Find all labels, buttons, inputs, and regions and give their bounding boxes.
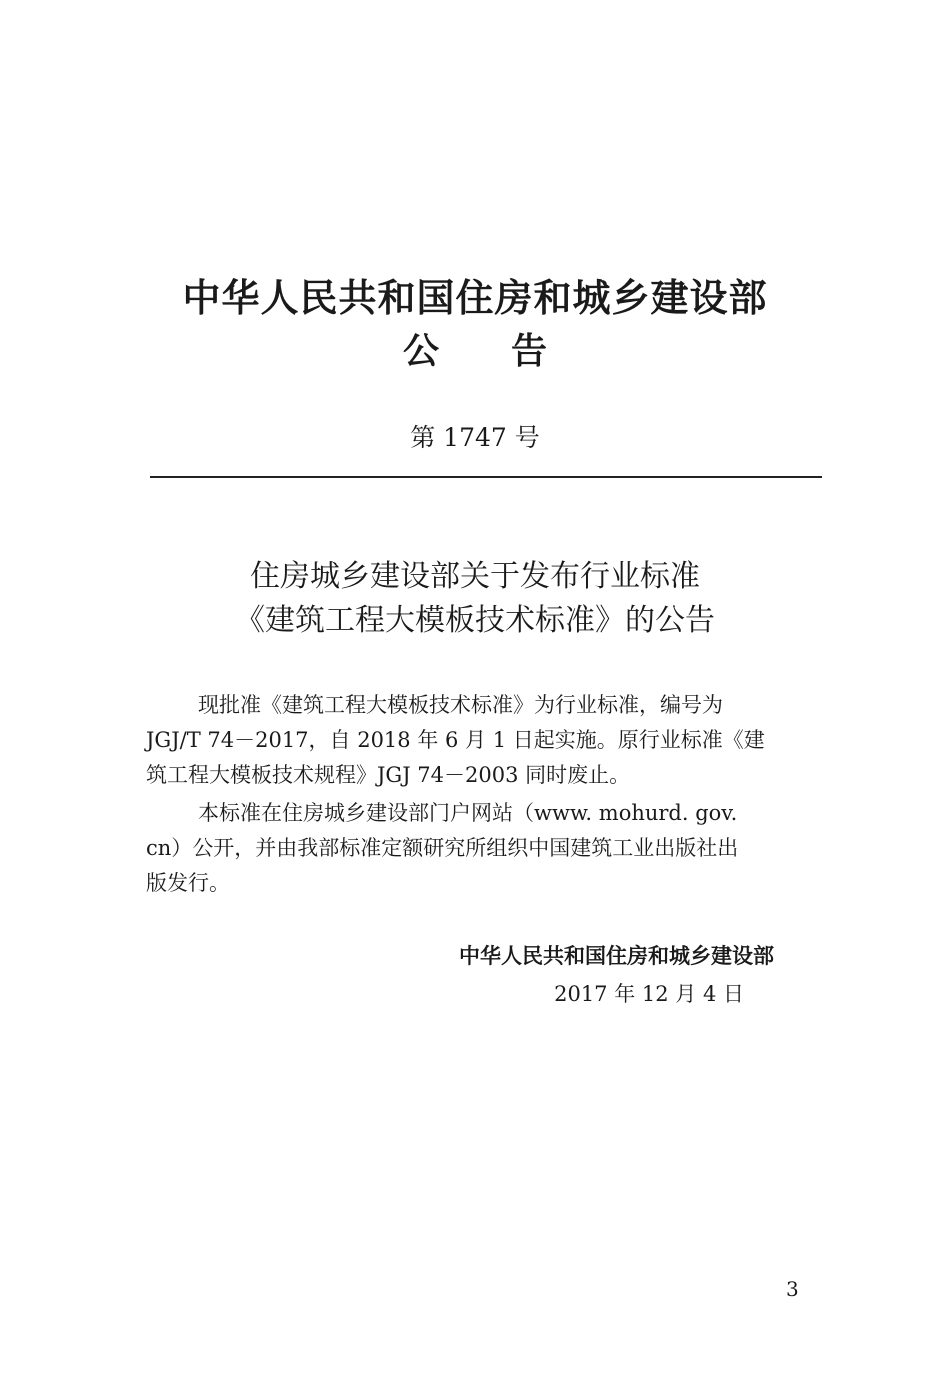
paragraph-line: 版发行。 — [146, 871, 230, 895]
paragraph-line: 筑工程大模板技术规程》JGJ 74－2003 同时废止。 — [146, 763, 631, 787]
paragraph-line: 本标准在住房城乡建设部门户网站（www. mohurd. gov. — [198, 801, 738, 825]
subtitle-line-1: 住房城乡建设部关于发布行业标准 — [250, 559, 700, 594]
paragraph-line: JGJ/T 74－2017，自 2018 年 6 月 1 日起实施。原行业标准《建 — [146, 728, 765, 752]
page-number: 3 — [786, 1277, 799, 1301]
paragraph-line: cn）公开，并由我部标准定额研究所组织中国建筑工业出版社出 — [146, 836, 739, 860]
header-divider — [150, 476, 822, 478]
ministry-heading: 中华人民共和国住房和城乡建设部 — [182, 276, 768, 320]
notice-title: 公告 — [402, 331, 619, 372]
paragraph-line: 现批准《建筑工程大模板技术标准》为行业标准，编号为 — [198, 693, 723, 717]
notice-number: 第 1747 号 — [410, 423, 540, 452]
subtitle-line-2: 《建筑工程大模板技术标准》的公告 — [235, 603, 715, 638]
signature-organization: 中华人民共和国住房和城乡建设部 — [459, 944, 774, 968]
signature-date: 2017 年 12 月 4 日 — [554, 982, 744, 1006]
body-paragraph-2 — [146, 796, 822, 901]
body-paragraph-1 — [146, 688, 822, 793]
